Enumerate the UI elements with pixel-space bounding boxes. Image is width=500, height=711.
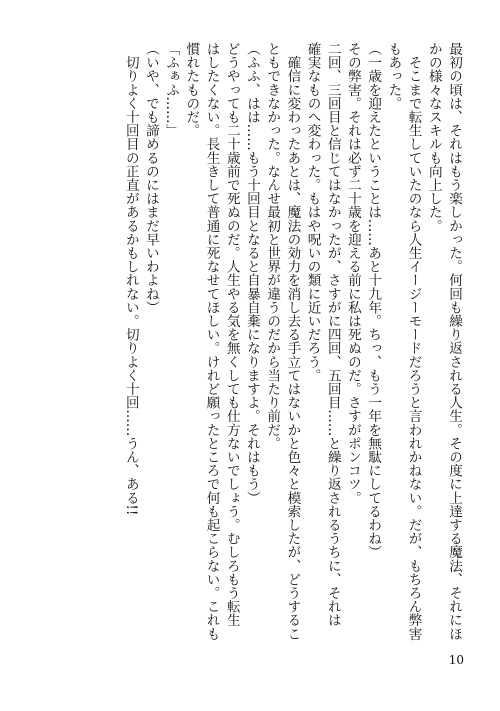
text-line: （ふふ、はは……もう十回目となると自暴自棄になりますよ。それはもう） [243, 42, 260, 505]
text-line: 二回、三回目と信じてはなかったが、さすがに四回、五回目……と繰り返されるうちに、それは [324, 42, 341, 627]
text-line: その弊害。それは必ず二十歳を迎える前に私は死ぬのだ。さすがポンコツ。 [344, 42, 361, 505]
text-line: そこまで転生していたのなら人生イージーモードだろうと言われかねない。だが、もちろん弊害 [405, 42, 422, 641]
text-line: 「ふぁふ……」 [163, 42, 180, 138]
page-number: 10 [448, 653, 464, 667]
text-line: （いや、でも諦めるのにはまだ早いわよね） [142, 42, 159, 314]
text-line: 確信に変わったあとは、魔法の効力を消し去る手立てはないかと色々と模索したが、どうするこ [284, 42, 301, 641]
body-text [121, 42, 464, 642]
text-line: どうやっても二十歳前で死ぬのだ。人生やる気を無くしても仕方ないでしょう。むしろもう転生 [223, 42, 240, 627]
text-line: 切りよく十回目の正直があるかもしれない。切りよく十回……うん、ある!! [122, 42, 139, 516]
text-line: ともできなかった。なんせ最初と世界が違うのだから当たり前だ。 [264, 42, 281, 450]
text-line: はしたくない。長生きして普通に死なせてほしい。けれど願ったところで何も起こらない。これも [203, 42, 220, 641]
text-line: （一歳を迎えたということは……あと十九年。ちっ、もう一年を無駄にしてるわね） [365, 42, 382, 559]
text-line: もあった。 [385, 42, 402, 110]
text-line: 慣れたものだ。 [183, 42, 200, 138]
text-line: かの様々なスキルも向上した。 [425, 42, 442, 233]
text-line: 確実なものへ変わった。もはや呪いの類に近いだろう。 [304, 42, 321, 382]
text-line: 最初の頃は、それはもう楽しかった。何回も繰り返される人生。その度に上達する魔法、それにほ [446, 42, 462, 641]
